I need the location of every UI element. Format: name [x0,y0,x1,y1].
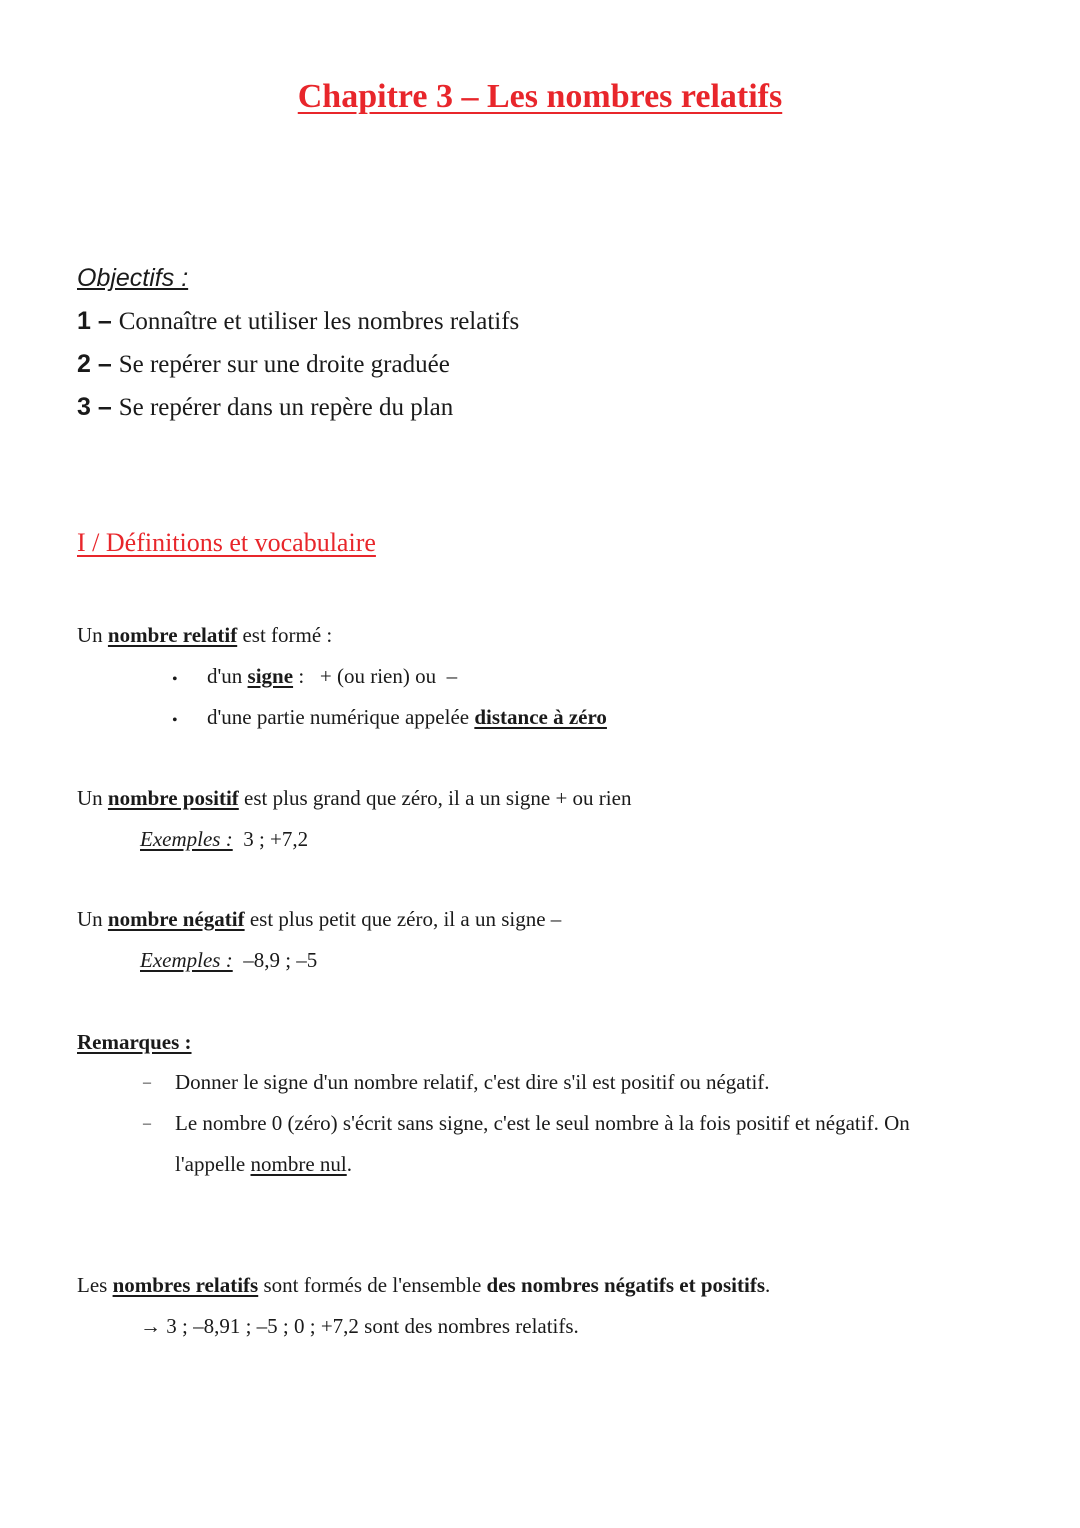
objective-separator: – [90,350,119,378]
bullet-icon: • [172,671,178,688]
example-values: 3 ; +7,2 [232,827,309,851]
text: sont formés de l'ensemble [258,1273,487,1297]
remark-item: Donner le signe d'un nombre relatif, c'est dire s'il est positif ou négatif. [175,1070,770,1094]
remark-item: Le nombre 0 (zéro) s'écrit sans signe, c'est le seul nombre à la fois positif et négatif. On [175,1111,910,1135]
example-values: –8,9 ; –5 [232,948,318,972]
objective-text: Connaître et utiliser les nombres relatifs [118,308,520,335]
text: Un [77,786,108,810]
ensemble-statement [77,1273,770,1298]
term-nombres-relatifs: nombres relatifs [112,1273,259,1297]
term-nombre-relatif: nombre relatif [107,623,238,647]
example-label: Exemples : [140,827,233,851]
text: d'une partie numérique appelée [207,705,475,729]
remarks-heading [77,1030,192,1055]
bullet-icon: • [172,712,178,729]
definition-positif [77,786,631,811]
definition-relatif [77,623,332,648]
text: Un [77,907,108,931]
text: est formé : [237,623,333,647]
term-distance-a-zero: distance à zéro [474,705,607,729]
term-nombre-negatif: nombre négatif [107,907,245,931]
remarks-heading-text: Remarques : [77,1030,192,1054]
text: est plus grand que zéro, il a un signe + ou rien [238,786,632,810]
example-label: Exemples : [140,948,233,972]
page-title: Chapitre 3 – Les nombres relatifs [297,78,783,115]
bullet-item-distance [207,705,607,730]
bullet-item-signe [207,664,457,689]
dash-icon: – [143,1115,151,1132]
objective-item [77,307,519,336]
text: Les [77,1273,113,1297]
text: d'un [207,664,248,688]
term-nombre-nul: nombre nul [250,1152,347,1176]
text: l'appelle [175,1152,251,1176]
text: : + (ou rien) ou – [293,664,458,688]
text: est plus petit que zéro, il a un signe – [244,907,562,931]
text: Un [77,623,108,647]
bold-text: des nombres négatifs et positifs [486,1273,765,1297]
objective-number: 2 [77,350,91,378]
text: . [346,1152,352,1176]
example-negatif [140,948,317,973]
objective-item [77,350,450,379]
dash-icon: – [143,1074,151,1091]
objective-text: Se repérer sur une droite graduée [118,351,450,378]
objective-text: Se repérer dans un repère du plan [118,394,454,421]
term-nombre-positif: nombre positif [107,786,239,810]
objective-separator: – [90,393,119,421]
objective-item [77,393,453,422]
objective-separator: – [90,307,119,335]
objectives-heading: Objectifs : [77,264,189,292]
objective-number: 3 [77,393,91,421]
example-positif [140,827,308,852]
remark-item-continuation [175,1152,352,1177]
objective-number: 1 [77,307,91,335]
definition-negatif [77,907,561,932]
text: . [765,1273,771,1297]
section-heading: I / Définitions et vocabulaire [77,528,376,557]
ensemble-example: → 3 ; –8,91 ; –5 ; 0 ; +7,2 sont des nombres relatifs. [140,1314,579,1338]
term-signe: signe [247,664,294,688]
